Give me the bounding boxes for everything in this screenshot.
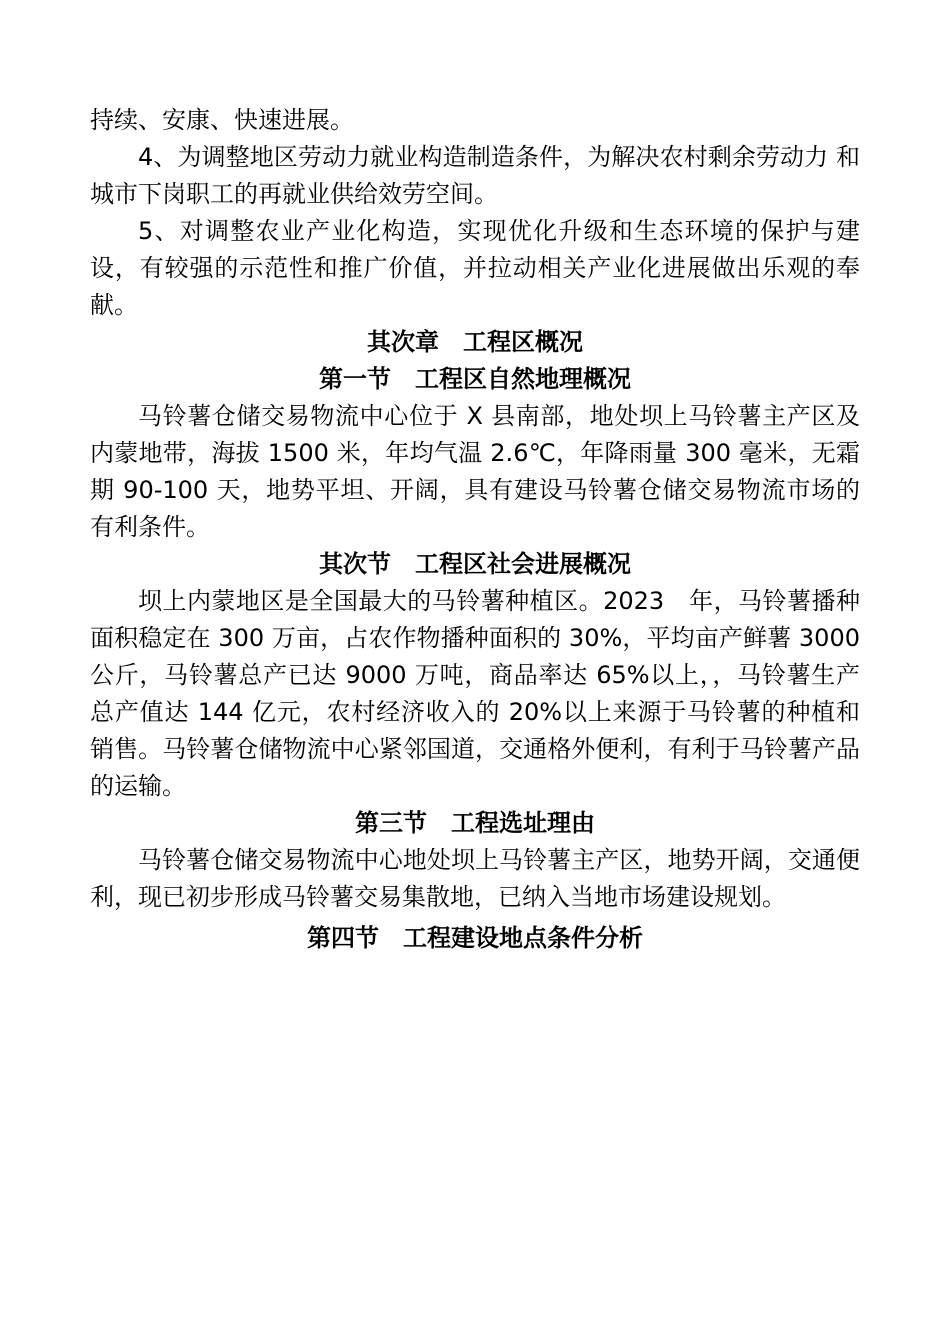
chapter-2-title: 其次章 工程区概况 bbox=[367, 328, 583, 356]
paragraph-continuation: 持续、安康、快速进展。 bbox=[90, 106, 354, 134]
document-page bbox=[90, 102, 860, 957]
section-4-title: 第四节 工程建设地点条件分析 bbox=[307, 924, 643, 952]
section-2-body: 坝上内蒙地区是全国最大的马铃薯种植区。2023 年，马铃薯播种面积稳定在 300 万亩，占农作物播种面积的 30%，平均亩产鲜薯 3000 公斤，马铃薯总产已达 9000 万吨，商品率达 65%以上，，马铃薯生产总产值达 144 亿元，农村经济收入的 20%以上来源于马铃薯的种植和销售。马铃薯仓储物流中心紧邻国道，交通格外便利，有利于马铃薯产品的运输。 bbox=[90, 587, 860, 800]
paragraph-item-5: 5、对调整农业产业化构造，实现优化升级和生态环境的保护与建设，有较强的示范性和推广价值，并拉动相关产业化进展做出乐观的奉献。 bbox=[90, 217, 860, 319]
section-1-title: 第一节 工程区自然地理概况 bbox=[319, 365, 631, 393]
section-3-body: 马铃薯仓储交易物流中心地处坝上马铃薯主产区，地势开阔，交通便利，现已初步形成马铃薯交易集散地，已纳入当地市场建设规划。 bbox=[90, 846, 860, 911]
section-1-body: 马铃薯仓储交易物流中心位于 X 县南部，地处坝上马铃薯主产区及内蒙地带，海拔 1500 米，年均气温 2.6℃，年降雨量 300 毫米，无霜期 90-100 天，地势平坦、开阔，具有建设马铃薯仓储交易物流市场的有利条件。 bbox=[90, 402, 860, 541]
section-2-title: 其次节 工程区社会进展概况 bbox=[319, 550, 631, 578]
paragraph-item-4: 4、为调整地区劳动力就业构造制造条件，为解决农村剩余劳动力 和城市下岗职工的再就业供给效劳空间。 bbox=[90, 143, 860, 208]
section-3-title: 第三节 工程选址理由 bbox=[355, 809, 595, 837]
